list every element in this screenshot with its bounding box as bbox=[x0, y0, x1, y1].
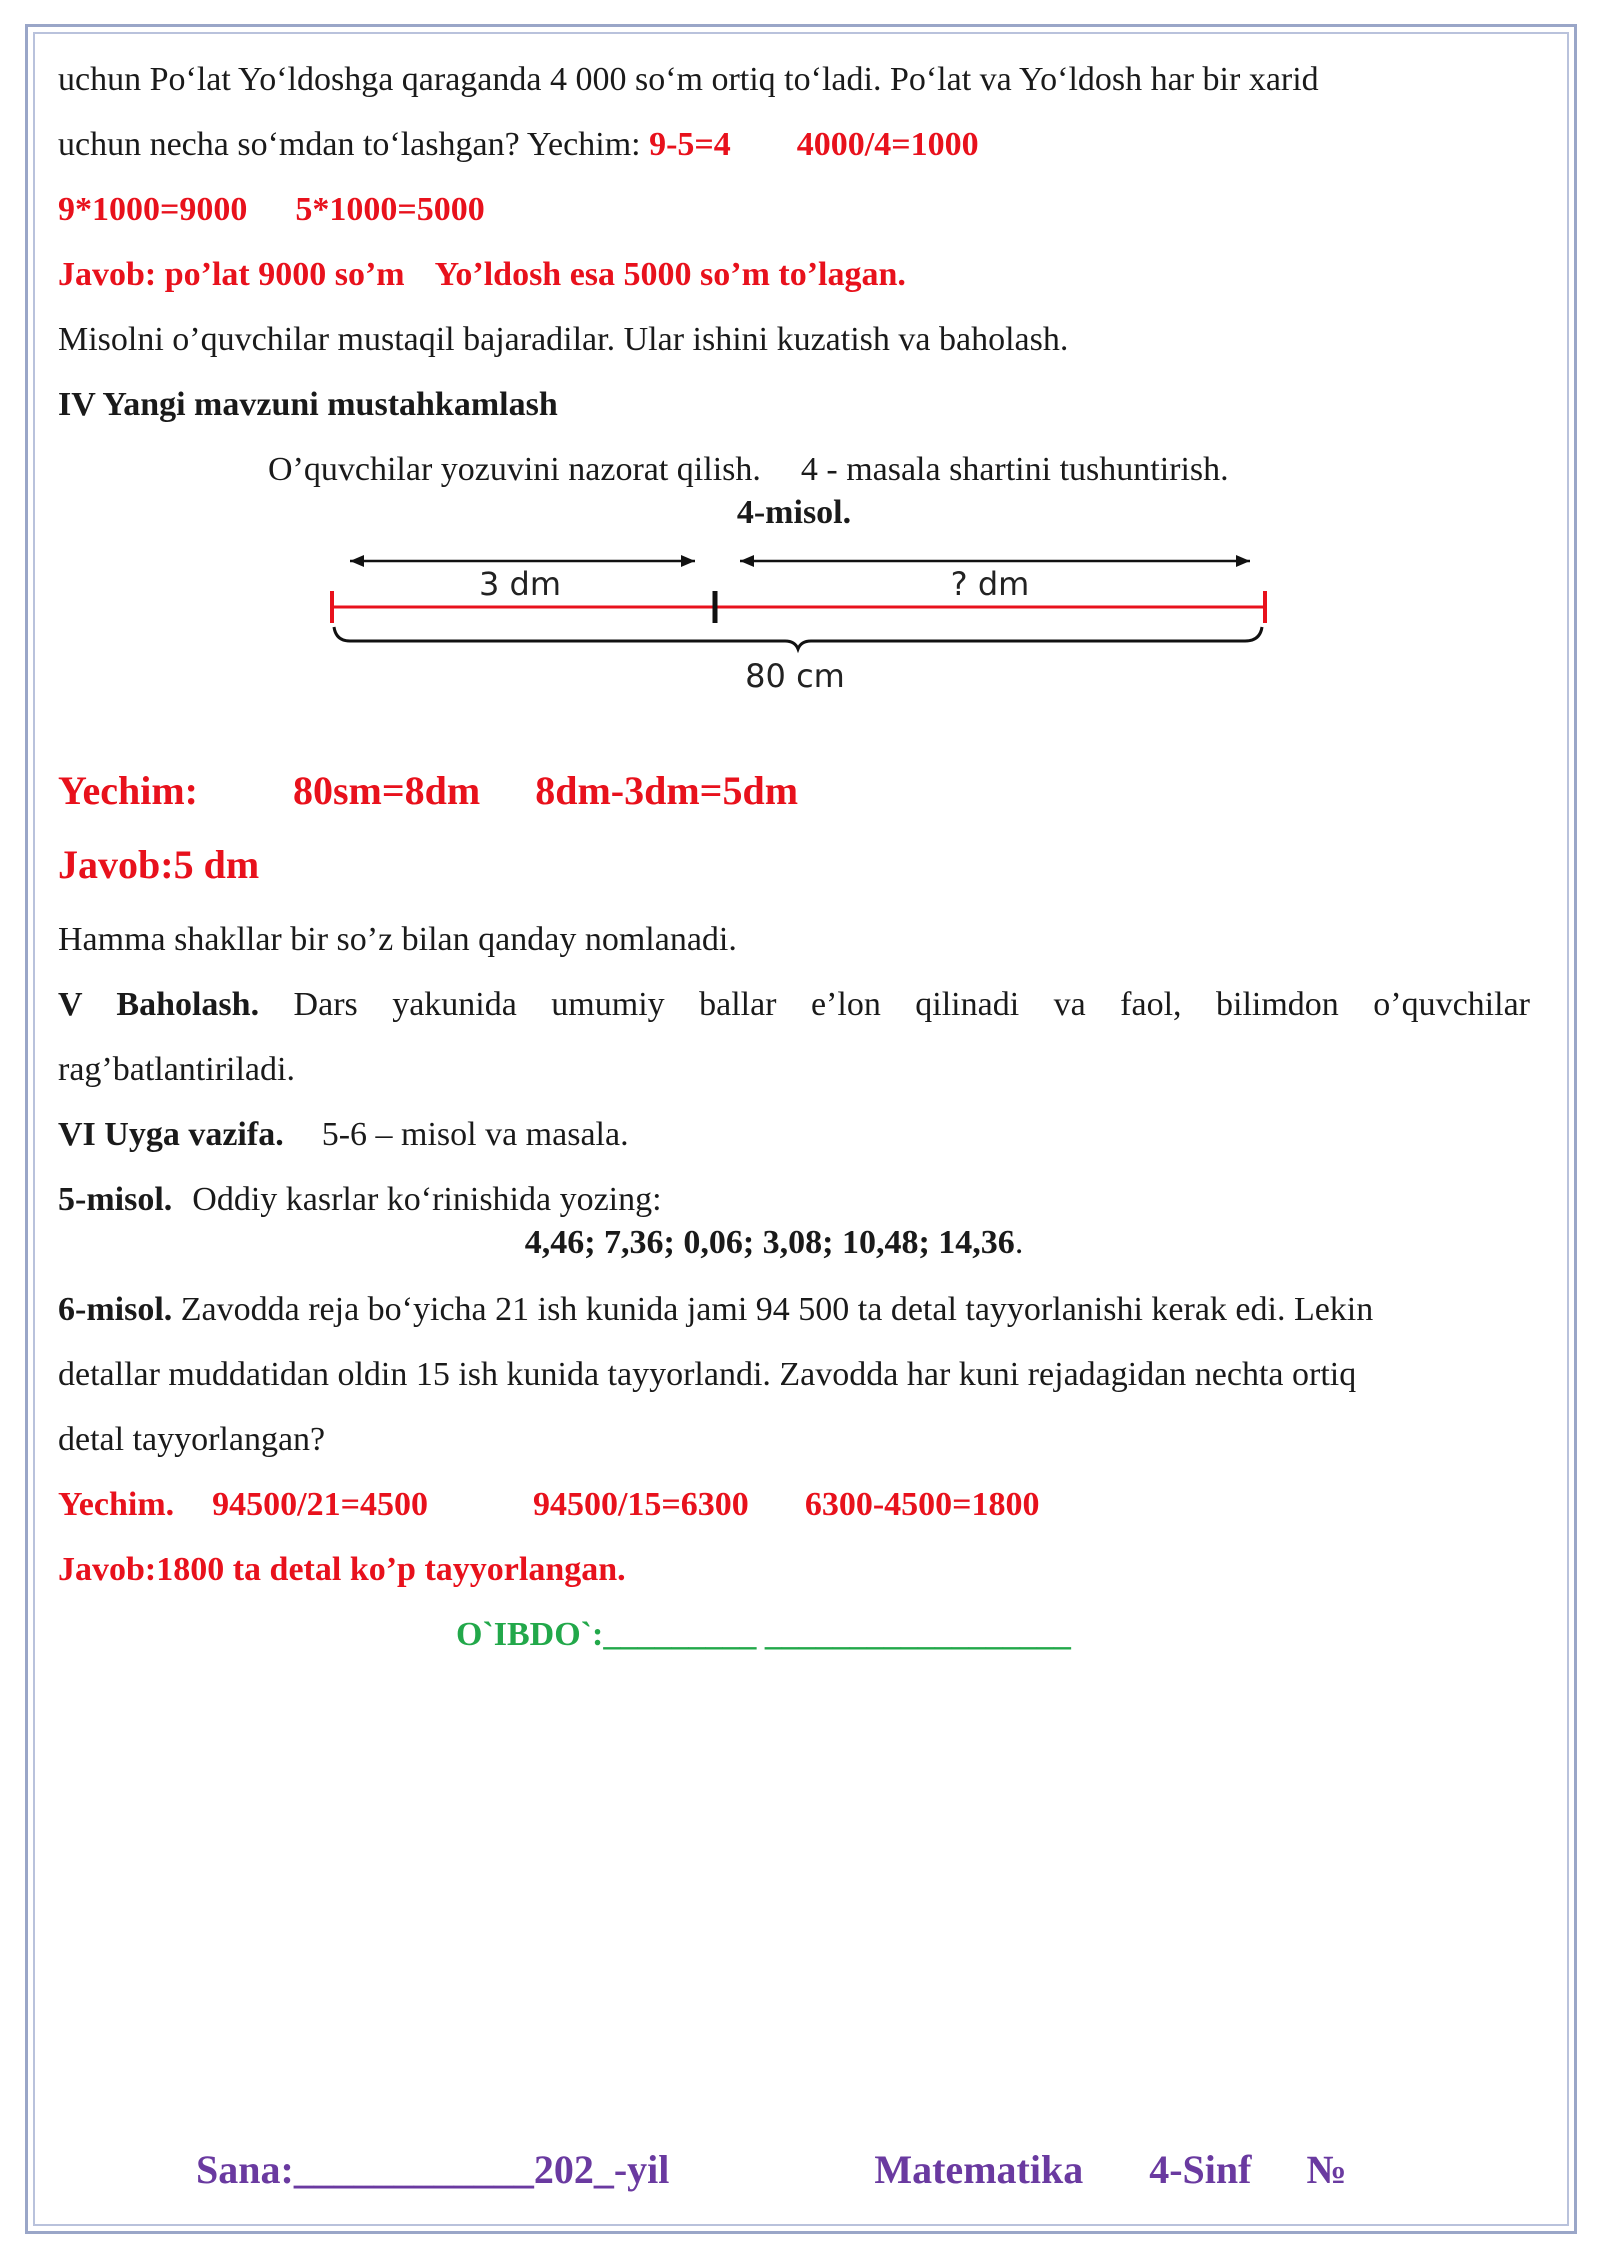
solution-6-label: Yechim. bbox=[58, 1486, 175, 1523]
footer-number: № bbox=[1306, 2147, 1347, 2192]
solution-6-step3: 6300-4500=1800 bbox=[804, 1486, 1040, 1523]
answer-yoldosh: Yo’ldosh esa 5000 so’m to’lagan. bbox=[434, 256, 906, 293]
section-vi-text: 5-6 – misol va masala. bbox=[321, 1116, 629, 1153]
left-arrow-head-start bbox=[350, 555, 364, 567]
signature-line: O`IBDO`:_________ __________________ bbox=[456, 1616, 1071, 1653]
answer-line-1 bbox=[58, 255, 1530, 295]
answer-6: Javob:1800 ta detal ko’p tayyorlangan. bbox=[58, 1551, 626, 1588]
question-text: uchun necha so‘mdan to‘lashgan? Yechim: bbox=[58, 126, 650, 163]
example-4-title: 4-misol. bbox=[736, 494, 852, 531]
text-line-1: uchun Po‘lat Yo‘ldoshga qaraganda 4 000 so‘m ortiq to‘ladi. Po‘lat va Yo‘ldosh har bir xarid bbox=[58, 61, 1319, 98]
section-v-line-1 bbox=[58, 985, 1530, 1025]
footer-grade: 4-Sinf bbox=[1149, 2147, 1252, 2192]
footer-subject: Matematika bbox=[874, 2147, 1084, 2192]
solution-4-step2: 8dm-3dm=5dm bbox=[535, 768, 799, 813]
example-5-numbers-line bbox=[38, 1223, 1510, 1263]
explain-text: 4 - masala shartini tushuntirish. bbox=[800, 451, 1229, 488]
left-segment-label: 3 dm bbox=[478, 565, 562, 603]
example-5-text: Oddiy kasrlar ko‘rinishida yozing: bbox=[192, 1181, 662, 1218]
section-heading-iv: IV Yangi mavzuni mustahkamlash bbox=[58, 386, 558, 423]
segment-diagram bbox=[320, 545, 1290, 705]
calc-4000-4: 4000/4=1000 bbox=[796, 126, 979, 163]
text-line-7 bbox=[268, 450, 1568, 490]
section-v-line-2: rag’batlantiriladi. bbox=[58, 1051, 295, 1088]
answer-polat: Javob: po’lat 9000 so’m bbox=[58, 256, 405, 293]
solution-4-step1: 80sm=8dm bbox=[292, 768, 481, 813]
example-5-numbers: 4,46; 7,36; 0,06; 3,08; 10,48; 14,36 bbox=[524, 1224, 1015, 1261]
example-6-line-2: detallar muddatidan oldin 15 ish kunida tayyorlandi. Zavodda har kuni rejadagidan nechta ortiq bbox=[58, 1356, 1357, 1393]
footer-date: Sana:____________202_-yil bbox=[196, 2147, 670, 2192]
total-length-label: 80 cm bbox=[745, 657, 845, 695]
calc-5-1000: 5*1000=5000 bbox=[295, 191, 485, 228]
example-5-label: 5-misol. bbox=[58, 1181, 173, 1218]
control-text: O’quvchilar yozuvini nazorat qilish. bbox=[268, 451, 761, 488]
example-6-label: 6-misol. bbox=[58, 1291, 173, 1328]
right-arrow-head-end bbox=[1236, 555, 1250, 567]
example-6-text-1: Zavodda reja bo‘yicha 21 ish kunida jami 94 500 ta detal tayyorlanishi kerak edi. Lekin bbox=[172, 1291, 1374, 1328]
section-vi-label: VI Uyga vazifa. bbox=[58, 1116, 284, 1153]
example-6-line-3: detal tayyorlangan? bbox=[58, 1421, 326, 1458]
right-arrow-head-start bbox=[740, 555, 754, 567]
bottom-brace bbox=[334, 627, 1262, 649]
section-vi-line bbox=[58, 1115, 1530, 1155]
example-6-line-1 bbox=[58, 1290, 1530, 1330]
section-v-text: Dars yakunida umumiy ballar e’lon qilinadi va faol, bilimdon o’quvchilar bbox=[293, 986, 1530, 1023]
solution-6-step1: 94500/21=4500 bbox=[212, 1486, 428, 1523]
solution-6-step2: 94500/15=6300 bbox=[532, 1486, 749, 1523]
example-5-line bbox=[58, 1180, 1530, 1220]
example-5-dot: . bbox=[1014, 1224, 1024, 1261]
solution-6-line bbox=[58, 1485, 1530, 1525]
calc-9-5: 9-5=4 bbox=[649, 126, 731, 163]
solution-4-label: Yechim: bbox=[58, 768, 198, 813]
right-segment-label: ? dm bbox=[950, 565, 1030, 603]
left-arrow-head-end bbox=[681, 555, 695, 567]
calc-line-3 bbox=[58, 190, 1530, 230]
solution-4-line bbox=[58, 768, 1530, 814]
answer-4: Javob:5 dm bbox=[58, 842, 260, 887]
text-line-5: Misolni o’quvchilar mustaqil bajaradilar. Ular ishini kuzatish va baholash. bbox=[58, 321, 1069, 358]
question-line: Hamma shakllar bir so’z bilan qanday nomlanadi. bbox=[58, 921, 737, 958]
text-line-2 bbox=[58, 125, 1530, 165]
calc-9-1000: 9*1000=9000 bbox=[58, 191, 248, 228]
section-v-label: V Baholash. bbox=[58, 986, 260, 1023]
footer bbox=[196, 2146, 1496, 2197]
